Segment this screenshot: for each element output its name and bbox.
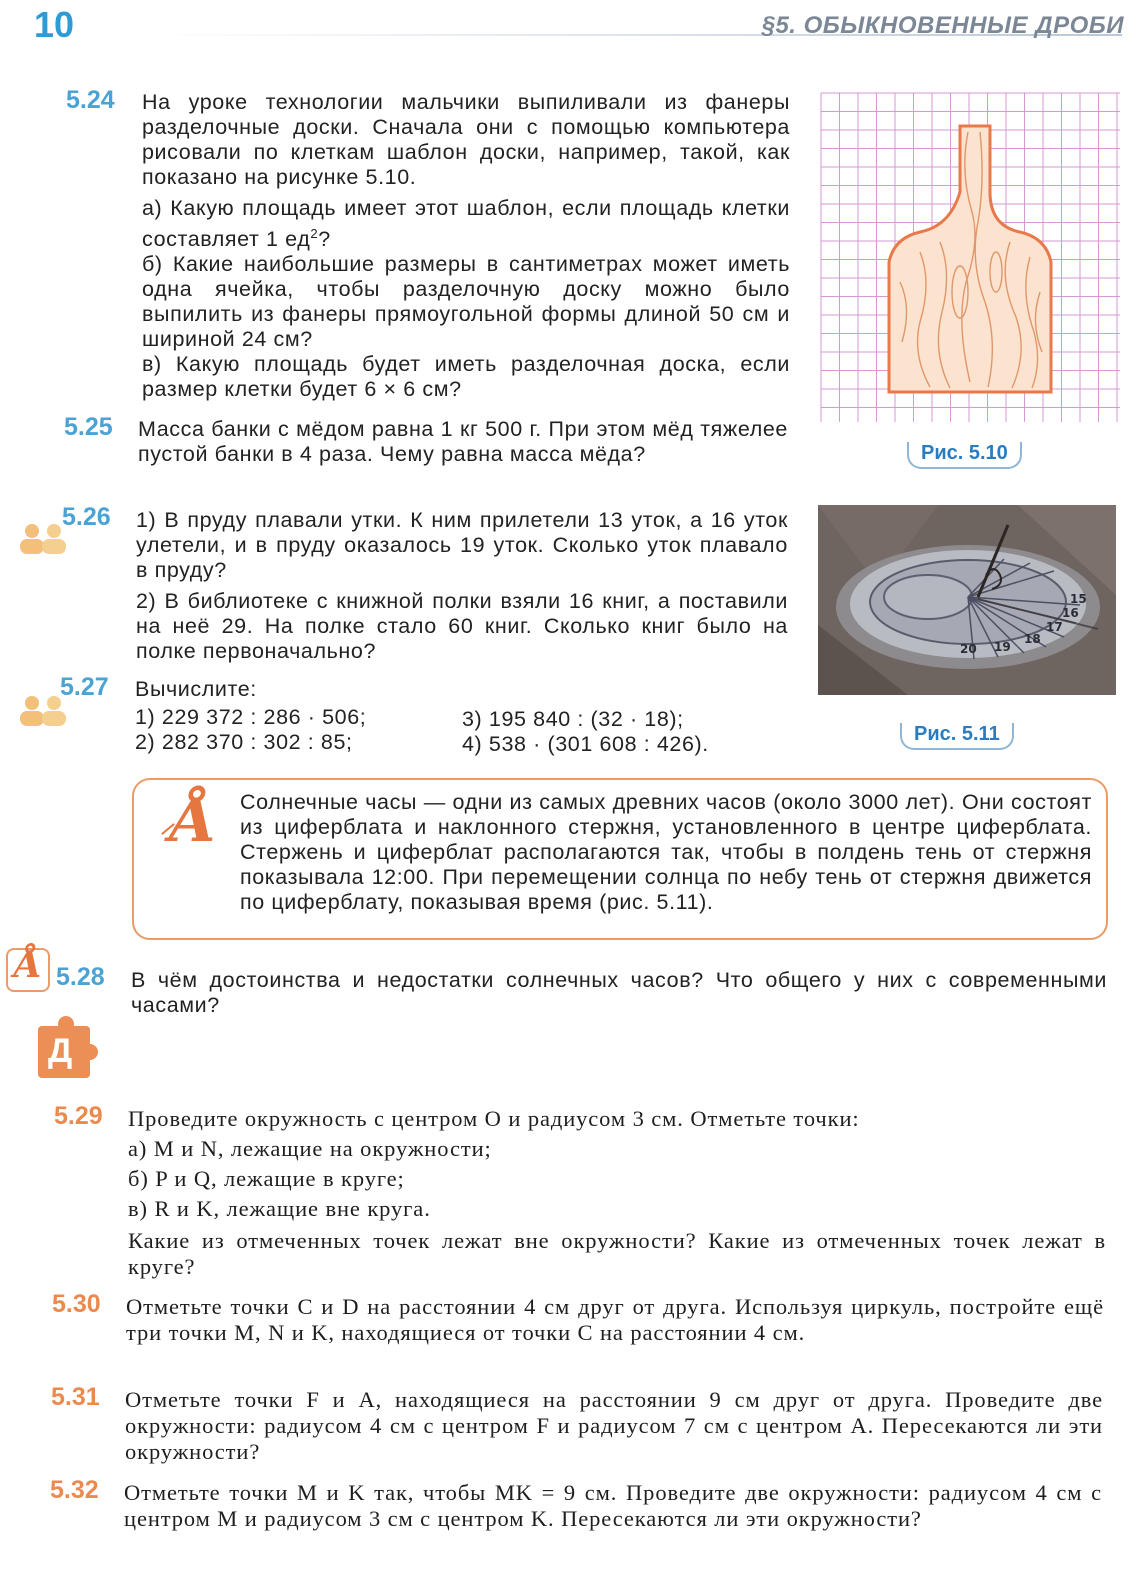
problem-5-29-b: б) P и Q, лежащие в круге;	[128, 1166, 405, 1191]
problem-number-5-26: 5.26	[62, 503, 111, 531]
figure-5-10-cutting-board-template	[820, 92, 1122, 424]
problem-5-32: Отметьте точки M и K так, чтобы MK = 9 см. Проведите две окружности: радиусом 4 см с центром M и радиусом 3 см с центром K. Пересекаются ли эти окружности?	[124, 1480, 1102, 1531]
problem-number-5-32: 5.32	[50, 1476, 99, 1504]
problem-number-5-30: 5.30	[52, 1290, 101, 1318]
problem-5-26-part2: 2) В библиотеке с книжной полки взяли 16 книг, а поставили на неё 29. На полке стало 60 книг. Сколько книг было на полке первоначально?	[136, 589, 788, 663]
problem-5-24-c: в) Какую площадь будет иметь разделочная доска, если размер клетки будет 6 × 6 см?	[142, 352, 790, 402]
svg-text:19: 19	[994, 640, 1011, 654]
problem-5-27-expr-1: 1) 229 372 : 286 · 506;	[135, 705, 367, 729]
problem-number-5-28: 5.28	[56, 963, 105, 991]
section-title: §5. ОБЫКНОВЕННЫЕ ДРОБИ	[761, 12, 1124, 39]
problem-number-5-25: 5.25	[64, 413, 113, 441]
problem-5-25	[138, 417, 788, 467]
problem-5-24-b: б) Какие наибольшие размеры в сантиметрах может иметь одна ячейка, чтобы разделочную доску можно было выпилить из фанеры прямоугольной формы длиной 50 см и шириной 24 см?	[142, 252, 790, 352]
problem-number-5-29: 5.29	[54, 1102, 103, 1130]
problem-5-24	[142, 90, 790, 402]
problem-5-25-text: Масса банки с мёдом равна 1 кг 500 г. При этом мёд тяжелее пустой банки в 4 раза. Чему равна масса мёда?	[138, 417, 788, 466]
figure-5-10-caption: Рис. 5.10	[907, 442, 1022, 469]
problem-5-24-a: а) Какую площадь имеет этот шаблон, если площадь клетки составляет 1 $ед^2$?	[142, 196, 790, 252]
problem-5-27-expr-4: 4) 538 · (301 608 : 426).	[462, 732, 709, 756]
problem-5-24-intro: На уроке технологии мальчики выпиливали из фанеры разделочные доски. Сначала они с помощью компьютера рисовали по клеткам шаблон доски, например, такой, как показано на рисунке 5.10.	[142, 90, 790, 189]
problem-5-29-question: Какие из отмеченных точек лежат вне окружности? Какие из отмеченных точек лежат в круге?	[128, 1228, 1106, 1279]
problem-5-31: Отметьте точки F и A, находящиеся на расстоянии 9 см друг от друга. Проведите две окружности: радиусом 4 см с центром F и радиусом 7 см с центром A. Пересекаются ли эти окружности?	[125, 1387, 1103, 1464]
problem-5-26-part1: 1) В пруду плавали утки. К ним прилетели 13 уток, а 16 уток улетели, и в пруду оказалось 19 уток. Сколько уток плавало в пруду?	[136, 508, 788, 582]
problem-5-29	[128, 1106, 1106, 1280]
problem-5-28: В чём достоинства и недостатки солнечных часов? Что общего у них с современными часами?	[131, 968, 1107, 1017]
problem-number-5-24: 5.24	[66, 86, 115, 114]
history-icon: Å	[160, 790, 224, 856]
history-marker-icon: Å	[6, 948, 50, 992]
problem-5-27-expr-2: 2) 282 370 : 302 : 85;	[135, 730, 353, 754]
page-number: 10	[34, 4, 75, 45]
figure-5-11-caption: Рис. 5.11	[900, 723, 1014, 750]
problem-5-29-intro: Проведите окружность с центром O и радиусом 3 см. Отметьте точки:	[128, 1106, 860, 1131]
svg-text:18: 18	[1024, 632, 1041, 646]
svg-text:16: 16	[1062, 606, 1079, 620]
problem-5-27-label: Вычислите:	[135, 677, 257, 701]
problem-5-29-a: а) M и N, лежащие на окружности;	[128, 1136, 492, 1161]
problem-5-30: Отметьте точки C и D на расстоянии 4 см друг от друга. Используя циркуль, постройте ещё три точки M, N и K, находящиеся от точки C на расстоянии 4 см.	[126, 1294, 1104, 1345]
problem-number-5-31: 5.31	[51, 1383, 100, 1411]
problem-5-27-expr-3: 3) 195 840 : (32 · 18);	[462, 707, 684, 731]
svg-text:17: 17	[1046, 620, 1063, 634]
problem-5-26	[136, 508, 788, 664]
problem-number-5-27: 5.27	[60, 673, 109, 701]
problem-5-29-c: в) R и K, лежащие вне круга.	[128, 1196, 431, 1221]
svg-text:15: 15	[1070, 592, 1087, 606]
info-box-text: Солнечные часы — одни из самых древних часов (около 3000 лет). Они состоят из циферблата и наклонного стержня, установленного в центре циферблата. Стержень и циферблат располагаются так, чтобы в полдень тень от стержня показывала 12:00. При перемещении солнца по небу тень от стержня движется по циферблату, показывая время (рис. 5.11).	[240, 790, 1092, 914]
figure-5-11-sundial-photo	[818, 505, 1116, 695]
homework-puzzle-icon: Д	[38, 1022, 94, 1082]
svg-text:20: 20	[960, 642, 977, 656]
